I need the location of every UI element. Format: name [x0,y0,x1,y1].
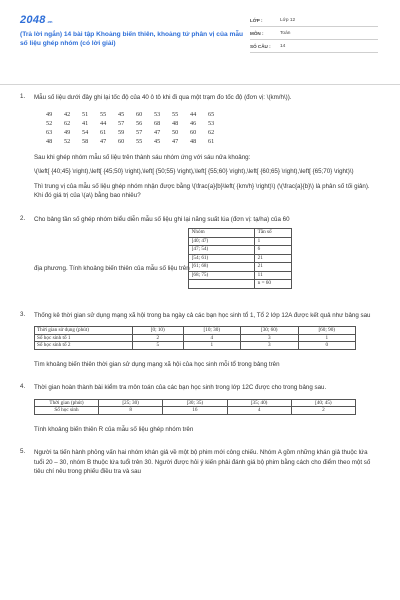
table-cell: 0 [298,342,356,350]
table-cell: Số học sinh tổ 2 [35,342,133,350]
data-value: 56 [136,119,143,127]
table-cell: [54; 61) [188,254,254,263]
data-value: 60 [190,128,197,136]
table-row [188,237,291,246]
data-value: 58 [82,137,89,145]
table-cell: 6 [254,246,291,255]
data-value: 44 [100,119,107,127]
document-header [20,14,378,64]
data-value: 60 [118,137,125,145]
table-row [188,254,291,263]
meta-row-count [250,40,378,53]
table-row [188,271,291,280]
meta-key: SỐ CÂU : [250,43,271,49]
question-body [34,228,378,289]
data-value: 52 [64,137,71,145]
data-value: 57 [136,128,143,136]
question-4 [20,383,378,434]
meta-value: Toán [280,30,291,36]
data-value: 48 [190,137,197,145]
data-value: 53 [154,110,161,118]
table-header-cell: Thời gian sử dụng (phút) [35,327,133,335]
table-total-cell: n = 60 [254,280,291,289]
meta-row-subject [250,27,378,40]
data-value: 59 [118,128,125,136]
meta-value: Lớp 12 [280,17,296,23]
data-value: 68 [154,119,161,127]
data-value: 48 [46,137,53,145]
question-number: 1. [20,93,26,100]
table-cell: 2 [291,407,355,415]
question-intro: Mẫu số liệu dưới đây ghi lại tốc độ của 40 ô tô khi đi qua một trạm đo tốc độ (đơn vị: \(km/h\)). [34,94,292,101]
header-divider [0,84,400,85]
data-value: 47 [100,137,107,145]
table-cell: 11 [254,271,291,280]
logo-suffix: .vn [46,19,53,24]
data-value: 55 [172,110,179,118]
question-text: Tìm khoảng biến thiên thời gian sử dụng mạng xã hội của học sinh mỗi tổ trong bảng trên [34,360,280,368]
table-cell: 16 [163,407,227,415]
table-cell: 21 [254,263,291,272]
data-value: 55 [100,110,107,118]
brand[interactable] [20,14,250,26]
question-intro: Thời gian hoàn thành bài kiểm tra môn toán của các bạn học sinh trong lớp 12C được cho trong bảng sau. [34,384,327,391]
meta-value: 14 [280,43,286,49]
table-header-row [188,229,291,238]
table-header-cell: [30; 60) [241,327,298,335]
table-header-cell: [35; 40) [227,399,291,407]
table-header-cell: [40; 45) [291,399,355,407]
data-value: 49 [46,110,53,118]
data-value: 62 [208,128,215,136]
data-value: 45 [118,110,125,118]
table-cell: [61; 68) [188,263,254,272]
table-header-cell: Thời gian (phút) [35,399,99,407]
table-header-cell: [25; 30) [99,399,163,407]
table-row [35,334,356,342]
table-cell: 21 [254,254,291,263]
data-value: 41 [82,119,89,127]
table-cell: 3 [241,342,298,350]
data-value: 53 [208,119,215,127]
table-cell: 5 [133,342,184,350]
data-value: 52 [46,119,53,127]
data-value: 61 [208,137,215,145]
table-cell [188,280,254,289]
question-number: 4. [20,383,26,390]
table-row [35,342,356,350]
table-cell: [68; 75) [188,271,254,280]
table-cell: 1 [298,334,356,342]
question-5 [20,448,378,477]
data-value: 45 [154,137,161,145]
question-text: Thì trung vị của mẫu số liệu ghép nhóm nhận được bằng \(\frac{a}{b}\left( {km/h} \right)\) (\(\frac{a}{b}\) là phân số tối giản). Khi đó giá trị của \(a\) bằng bao nhiêu? [34,182,370,199]
table-cell: 4 [183,334,240,342]
table-header-cell: [60; 90) [298,327,356,335]
table-header-row [35,399,356,407]
table-header-cell: Nhóm [188,229,254,238]
data-grid [46,111,378,145]
table-cell: 2 [133,334,184,342]
table-cell: [47; 54) [188,246,254,255]
data-value: 44 [190,110,197,118]
data-value: 50 [172,128,179,136]
meta-box [250,14,378,64]
table-cell: 8 [99,407,163,415]
usage-table [34,326,356,350]
data-value: 55 [136,137,143,145]
table-header-cell: [10; 30) [183,327,240,335]
question-3 [20,311,378,370]
table-cell: Số học sinh tổ 1 [35,334,133,342]
document-title: (Trả lời ngắn) 14 bài tập Khoảng biến thiên, khoảng tứ phân vị của mẫu số liệu ghép nhóm (có lời giải) [20,31,244,47]
frequency-table [188,228,292,289]
data-value: 47 [172,137,179,145]
data-value: 47 [154,128,161,136]
intervals-text: \(\left[ {40;45} \right),\left[ {45;50} \right),\left[ {50;55} \right),\left[ {55;60} \right),\left[ {60;65} \right),\left[ {65;70} \right)\) [34,168,354,175]
table-header-cell: [30; 35) [163,399,227,407]
logo[interactable]: 2048 [20,14,46,26]
data-value: 65 [208,110,215,118]
table-cell: 1 [183,342,240,350]
table-header-cell: Tần số [254,229,291,238]
question-intro: Thống kê thời gian sử dụng mạng xã hội trong ba ngày cả các bạn học sinh tổ 1, Tổ 2 lớp 12A được kết quả như bảng sau [34,311,371,319]
table-cell: 1 [254,237,291,246]
table-row [35,407,356,415]
question-2 [20,215,378,289]
meta-row-grade [250,14,378,27]
table-total-row [188,280,291,289]
table-row [188,246,291,255]
question-number: 2. [20,214,26,222]
data-value: 60 [136,110,143,118]
table-cell: 4 [227,407,291,415]
question-text: Sau khi ghép nhóm mẫu số liệu trên thành sáu nhóm ứng với sáu nửa khoảng: [34,153,251,161]
data-value: 46 [190,119,197,127]
data-value: 42 [64,110,71,118]
data-value: 51 [82,110,89,118]
question-intro: Cho bảng tần số ghép nhóm biểu diễn mẫu số liệu ghi lại năng suất lúa (đơn vị: tạ/ha) của 60 [34,215,290,223]
table-header-cell: [0; 10) [133,327,184,335]
data-value: 48 [172,119,179,127]
time-table [34,399,356,415]
question-number: 5. [20,448,26,455]
question-1 [20,93,378,201]
table-header-row [35,327,356,335]
question-text: Tính khoảng biến thiên R của mẫu số liệu ghép nhóm trên [34,425,194,433]
question-text: Người ta tiến hành phỏng vấn hai nhóm khán giả về một bộ phim mới công chiếu. Nhóm A gồm những khán giả thuộc lứa tuổi 20 – 30, nhóm B thuộc lứa tuổi trên 30. Người được hỏi ý kiến phải đánh giá bộ phim bằng cách cho điểm theo một số tiêu chí nêu trong phiếu điều tra và sau [34,449,371,475]
table-cell: 3 [241,334,298,342]
table-cell: [40; 47) [188,237,254,246]
header-left [20,14,250,64]
data-value: 62 [64,119,71,127]
data-value: 49 [64,128,71,136]
data-value: 54 [82,128,89,136]
data-value: 57 [118,119,125,127]
table-row [188,263,291,272]
question-number: 3. [20,310,26,318]
data-value: 63 [46,128,53,136]
meta-key: MÔN : [250,30,264,36]
data-value: 61 [100,128,107,136]
meta-key: LỚP : [250,17,263,23]
table-cell: Số học sinh [35,407,99,415]
question-text: địa phương. Tính khoảng biến thiên của mẫu số liệu trên [34,265,190,272]
